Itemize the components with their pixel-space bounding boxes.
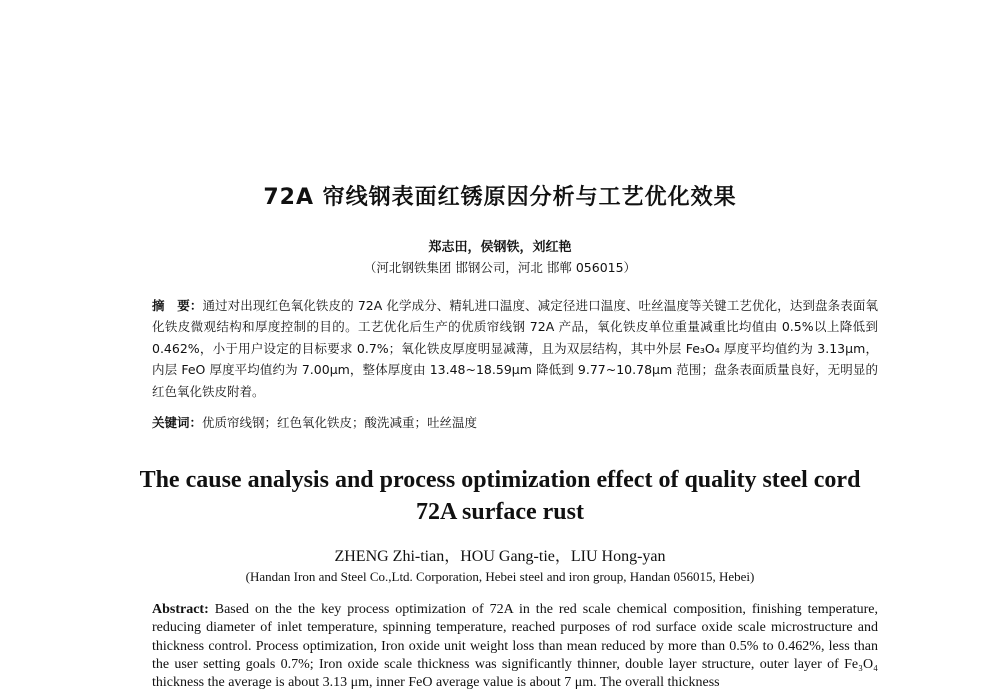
english-title-line-2: 72A surface rust (416, 499, 584, 525)
english-abstract-text: Based on the the key process optimization of 72A in the red scale chemical composition, finishing temperature, reducing diameter of inlet temperature, spinning temperature, reached purposes of rod surface oxide scale microstructure and thickness control. Process optimization, Iron oxide unit weight loss than mean reduced by more than 0.5% to 0.462%, less than the user setting goals 0.7%; Iron oxide scale thickness was significantly thinner, double layer structure, outer layer of Fe₃O₄ thickness the average is about 3.13 μm, inner FeO average value is about 7 μm. The overall thickness (152, 602, 879, 691)
english-affiliation: (Handan Iron and Steel Co.,Ltd. Corporation, Hebei steel and iron group, Handan 056015, Hebei) (245, 569, 755, 584)
english-title-line-1: The cause analysis and process optimization effect of quality steel cord (139, 467, 861, 493)
english-authors: ZHENG Zhi-tian，HOU Gang-tie，LIU Hong-yan (334, 548, 666, 565)
english-abstract (152, 601, 878, 692)
english-abstract-label: Abstract: (152, 602, 209, 617)
chinese-abstract-label: 摘 要： (152, 298, 203, 313)
chinese-keywords-label: 关键词： (152, 415, 203, 430)
chinese-abstract (152, 295, 878, 402)
chinese-title: 72A 帘线钢表面红锈原因分析与工艺优化效果 (263, 185, 737, 210)
chinese-abstract-text: 通过对出现红色氧化铁皮的 72A 化学成分、精轧进口温度、减定径进口温度、吐丝温度等关键工艺优化，达到盘条表面氧化铁皮微观结构和厚度控制的目的。工艺优化后生产的优质帘线钢 72A 产品，氧化铁皮单位重量减重比均值由 0.5%以上降低到 0.462%，小于用户设定的目标要求 0.7%；氧化铁皮厚度明显减薄，且为双层结构，其中外层 Fe₃O₄ 厚度平均值约为 3.13μm，内层 FeO 厚度平均值约为 7.00μm，整体厚度由 13.48~18.59μm 降低到 9.77~10.78μm 范围；盘条表面质量良好，无明显的红色氧化铁皮附着。 (152, 298, 878, 399)
chinese-authors: 郑志田，侯钢铁，刘红艳 (428, 240, 572, 255)
chinese-keywords-text: 优质帘线钢；红色氧化铁皮；酸洗减重；吐丝温度 (202, 415, 478, 430)
chinese-affiliation: （河北钢铁集团 邯钢公司，河北 邯郸 056015） (363, 260, 637, 275)
chinese-keywords (152, 413, 878, 431)
english-title (0, 464, 1000, 528)
